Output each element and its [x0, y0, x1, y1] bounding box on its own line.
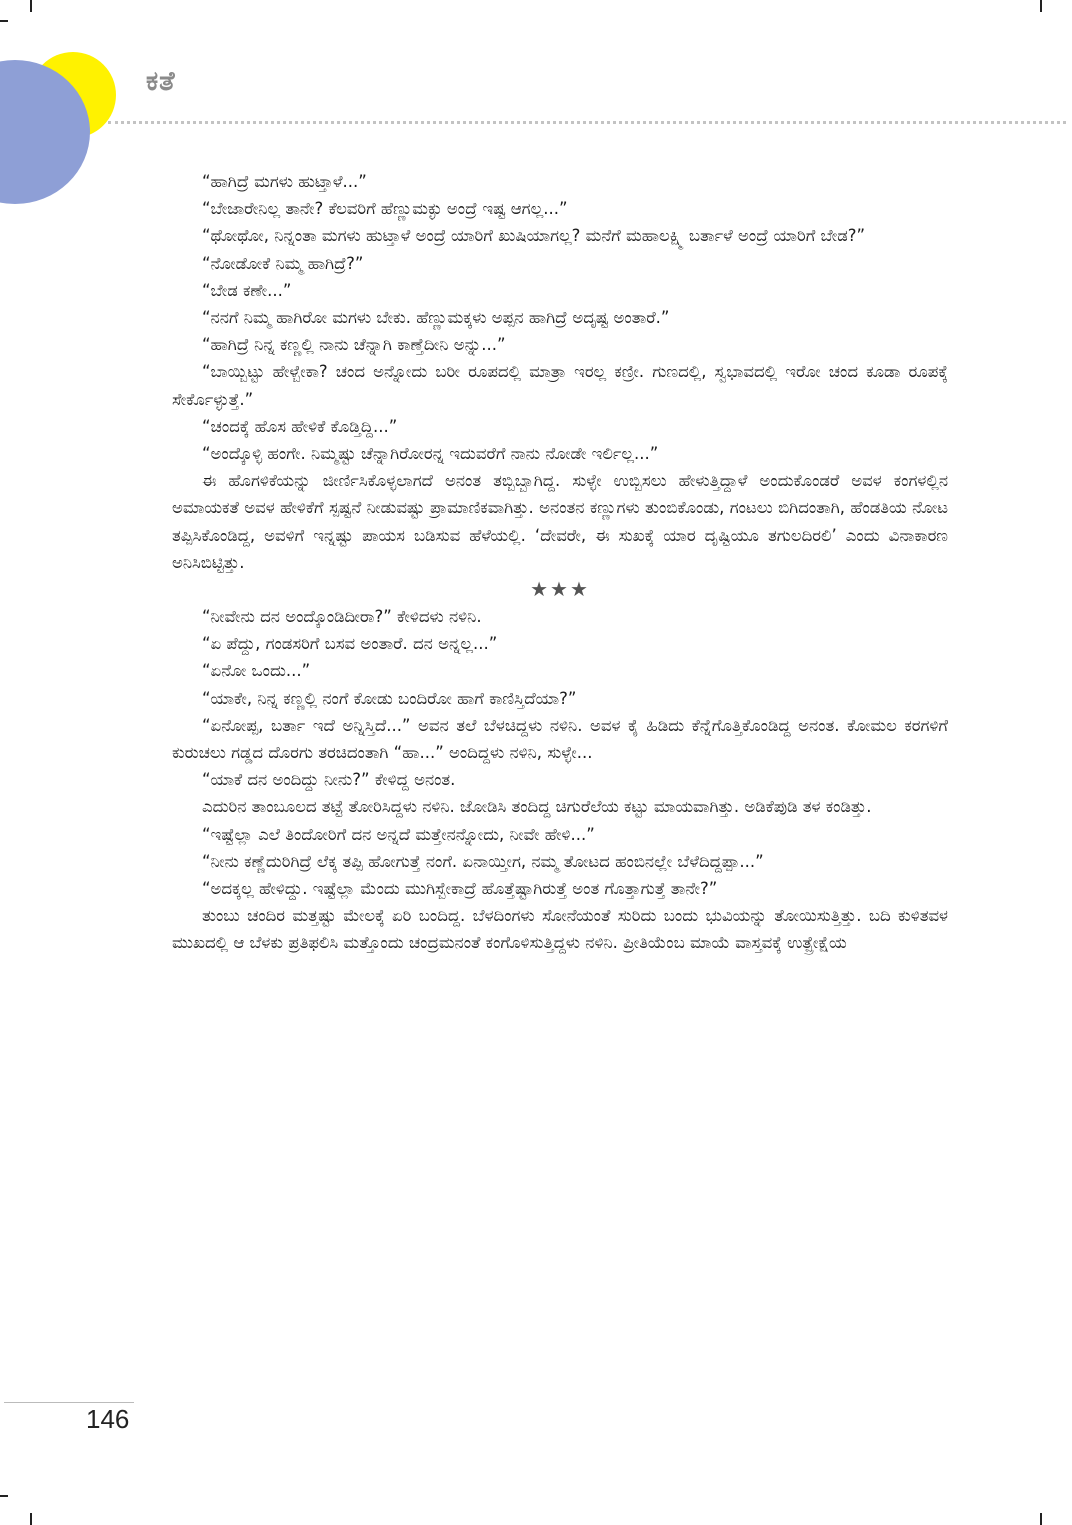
paragraph: “ಥೋಥೋ, ನಿನ್ನಂತಾ ಮಗಳು ಹುಟ್ತಾಳೆ ಅಂದ್ರೆ ಯಾರಿಗೆ ಖುಷಿಯಾಗಲ್ಲ? ಮನೆಗೆ ಮಹಾಲಕ್ಷ್ಮಿ ಬರ್ತಾಳೆ ಅಂದ್ರೆ ಯಾರಿಗೆ ಬೇಡ?” — [202, 226, 866, 246]
paragraph: “ಏನೋಪ್ಪ, ಬರ್ತಾ ಇದೆ ಅನ್ನಿಸ್ತಿದೆ...” ಅವನ ತಲೆ ಬೆಳಚಿದ್ದಳು ನಳಿನಿ. ಅವಳ ಕೈ ಹಿಡಿದು ಕೆನ್ನೆಗೊತ್ತಿಕೊಂಡಿದ್ದ ಅನಂತ. ಕೋಮಲ ಕರಗಳಿಗೆ ಕುರುಚಲು ಗಡ್ಡದ ದೊರಗು ತರಚಿದಂತಾಗಿ “ಹಾ...” ಅಂದಿದ್ದಳು ನಳಿನಿ, ಸುಳ್ಳೇ... — [172, 715, 948, 763]
paragraph: “ಇಷ್ಟೆಲ್ಲಾ ಎಲೆ ತಿಂದೋರಿಗೆ ದನ ಅನ್ನದೆ ಮತ್ತೇನನ್ನೋದು, ನೀವೇ ಹೇಳಿ...” — [202, 824, 595, 844]
crop-mark-bottom-left — [30, 1513, 32, 1525]
story-body — [172, 168, 948, 957]
paragraph: “ನನಗೆ ನಿಮ್ಮ ಹಾಗಿರೋ ಮಗಳು ಬೇಕು. ಹೆಣ್ಣುಮಕ್ಕಳು ಅಪ್ಪನ ಹಾಗಿದ್ರೆ ಅದೃಷ್ಟ ಅಂತಾರೆ.” — [202, 308, 670, 328]
paragraph: “ಹಾಗಿದ್ರೆ ಮಗಳು ಹುಟ್ತಾಳೆ...” — [202, 172, 367, 191]
paragraph: “ಏನೋ ಒಂದು...” — [202, 661, 311, 681]
paragraph: “ಹಾಗಿದ್ರೆ ನಿನ್ನ ಕಣ್ಣಲ್ಲಿ ನಾನು ಚೆನ್ನಾಗಿ ಕಾಣ್ತೆದೀನಿ ಅನ್ನು...” — [202, 335, 506, 355]
paragraph: ತುಂಬು ಚಂದಿರ ಮತ್ತಷ್ಟು ಮೇಲಕ್ಕೆ ಏರಿ ಬಂದಿದ್ದ. ಬೆಳದಿಂಗಳು ಸೋನೆಯಂತೆ ಸುರಿದು ಬಂದು ಭುವಿಯನ್ನು ತೋಯಿಸುತ್ತಿತ್ತು. ಬದಿ ಕುಳಿತವಳ ಮುಖದಲ್ಲಿ ಆ ಬೆಳಕು ಪ್ರತಿಫಲಿಸಿ ಮತ್ತೊಂದು ಚಂದ್ರಮನಂತೆ ಕಂಗೊಳಿಸುತ್ತಿದ್ದಳು ನಳಿನಿ. ಪ್ರೀತಿಯೆಂಬ ಮಾಯೆ ವಾಸ್ತವಕ್ಕೆ ಉತ್ಪ್ರೇಕ್ಷೆಯ — [172, 906, 948, 953]
crop-mark-top-right — [1040, 0, 1042, 12]
paragraph: “ಬೇಜಾರೇನಿಲ್ಲ ತಾನೇ? ಕೆಲವರಿಗೆ ಹೆಣ್ಣುಮಕ್ಳು ಅಂದ್ರೆ ಇಷ್ಟ ಆಗಲ್ಲ...” — [202, 199, 568, 219]
paragraph: ಈ ಹೊಗಳಿಕೆಯನ್ನು ಜೀರ್ಣಿಸಿಕೊಳ್ಳಲಾಗದೆ ಅನಂತ ತಬ್ಬಿಬ್ಬಾಗಿದ್ದ. ಸುಳ್ಳೇ ಉಬ್ಬಿಸಲು ಹೇಳುತ್ತಿದ್ದಾಳೆ ಅಂದುಕೊಂಡರೆ ಅವಳ ಕಂಗಳಲ್ಲಿನ ಅಮಾಯಕತೆ ಅವಳ ಹೇಳಿಕೆಗೆ ಸ್ಪಷ್ಟನೆ ನೀಡುವಷ್ಟು ಪ್ರಾಮಾಣಿಕವಾಗಿತ್ತು. ಅನಂತನ ಕಣ್ಣುಗಳು ತುಂಬಿಕೊಂಡು, ಗಂಟಲು ಬಿಗಿದಂತಾಗಿ, ಹೆಂಡತಿಯ ನೋಟ ತಪ್ಪಿಸಿಕೊಂಡಿದ್ದ, ಅವಳಿಗೆ ಇನ್ನಷ್ಟು ಪಾಯಸ ಬಡಿಸುವ ಹೆಳೆಯಲ್ಲಿ. ‘ದೇವರೇ, ಈ ಸುಖಕ್ಕೆ ಯಾರ ದೃಷ್ಟಿಯೂ ತಗುಲದಿರಲಿ’ ಎಂದು ವಿನಾಕಾರಣ ಅನಿಸಿಬಿಟ್ಟಿತ್ತು. — [172, 471, 948, 572]
paragraph: “ಬಾಯ್ಬಿಟ್ಟು ಹೇಳ್ಬೇಕಾ? ಚಂದ ಅನ್ನೋದು ಬರೀ ರೂಪದಲ್ಲಿ ಮಾತ್ರಾ ಇರಲ್ಲ ಕಣ್ರೀ. ಗುಣದಲ್ಲಿ, ಸ್ವಭಾವದಲ್ಲಿ ಇರೋ ಚಂದ ಕೂಡಾ ರೂಪಕ್ಕೆ ಸೇರ್ಕೊಳ್ಳುತ್ತೆ.” — [172, 362, 948, 409]
crop-mark-left-upper — [0, 20, 8, 22]
footer-rule — [4, 1402, 134, 1403]
paragraph: “ನೋಡೋಕೆ ನಿಮ್ಮ ಹಾಗಿದ್ರೆ?” — [202, 253, 364, 273]
header-dotted-rule — [108, 121, 1066, 124]
paragraph: “ಯಾಕೇ, ನಿನ್ನ ಕಣ್ಣಲ್ಲಿ ನಂಗೆ ಕೋಡು ಬಂದಿರೋ ಹಾಗೆ ಕಾಣಿಸ್ತಿದೆಯಾ?” — [202, 688, 577, 708]
paragraph: “ಏ ಪೆದ್ದು, ಗಂಡಸರಿಗೆ ಬಸವ ಅಂತಾರೆ. ದನ ಅನ್ನಲ್ಲ...” — [202, 634, 498, 654]
paragraph: “ಬೇಡ ಕಣೇ...” — [202, 280, 292, 300]
section-title: ಕತೆ — [146, 66, 176, 97]
section-separator: ★★★ — [530, 577, 590, 602]
crop-mark-bottom-right — [1040, 1513, 1042, 1525]
page-number: 146 — [86, 1404, 130, 1434]
paragraph: “ಚಂದಕ್ಕೆ ಹೊಸ ಹೇಳಿಕೆ ಕೊಡ್ತಿದ್ದಿ...” — [202, 416, 398, 436]
paragraph: “ನೀವೇನು ದನ ಅಂದ್ಕೊಂಡಿದೀರಾ?” ಕೇಳಿದಳು ನಳಿನಿ. — [202, 607, 482, 627]
paragraph: “ಯಾಕೆ ದನ ಅಂದಿದ್ದು ನೀನು?” ಕೇಳಿದ್ದ ಅನಂತ. — [202, 770, 456, 790]
crop-mark-left-lower — [0, 1495, 8, 1497]
crop-mark-top-left — [30, 0, 32, 12]
paragraph: “ಅಂದ್ಕೊಳ್ಳಿ ಹಂಗೇ. ನಿಮ್ಮಷ್ಟು ಚೆನ್ನಾಗಿರೋರನ್ನ ಇದುವರೆಗೆ ನಾನು ನೋಡೇ ಇರ್ಲಿಲ್ಲ...” — [202, 444, 659, 464]
paragraph: “ನೀನು ಕಣ್ಣೆದುರಿಗಿದ್ರೆ ಲೆಕ್ಕ ತಪ್ಪಿ ಹೋಗುತ್ತೆ ನಂಗೆ. ಏನಾಯ್ತೀಗ, ನಮ್ಮ ತೋಟದ ಹಂಬಿನಲ್ಲೇ ಬೆಳೆದಿದ್ದಪ್ಪಾ...” — [202, 851, 764, 871]
paragraph: “ಅದಕ್ಕಲ್ಲ ಹೇಳಿದ್ದು. ಇಷ್ಟೆಲ್ಲಾ ಮೆಂದು ಮುಗಿಸ್ಬೇಕಾದ್ರೆ ಹೊತ್ತೆಷ್ಟಾಗಿರುತ್ತೆ ಅಂತ ಗೊತ್ತಾಗುತ್ತೆ ತಾನೇ?” — [202, 879, 718, 899]
paragraph: ಎದುರಿನ ತಾಂಬೂಲದ ತಟ್ಟೆ ತೋರಿಸಿದ್ದಳು ನಳಿನಿ. ಜೋಡಿಸಿ ತಂದಿದ್ದ ಚಿಗುರೆಲೆಯ ಕಟ್ಟು ಮಾಯವಾಗಿತ್ತು. ಅಡಿಕೆಪುಡಿ ತಳ ಕಂಡಿತ್ತು. — [202, 797, 872, 817]
